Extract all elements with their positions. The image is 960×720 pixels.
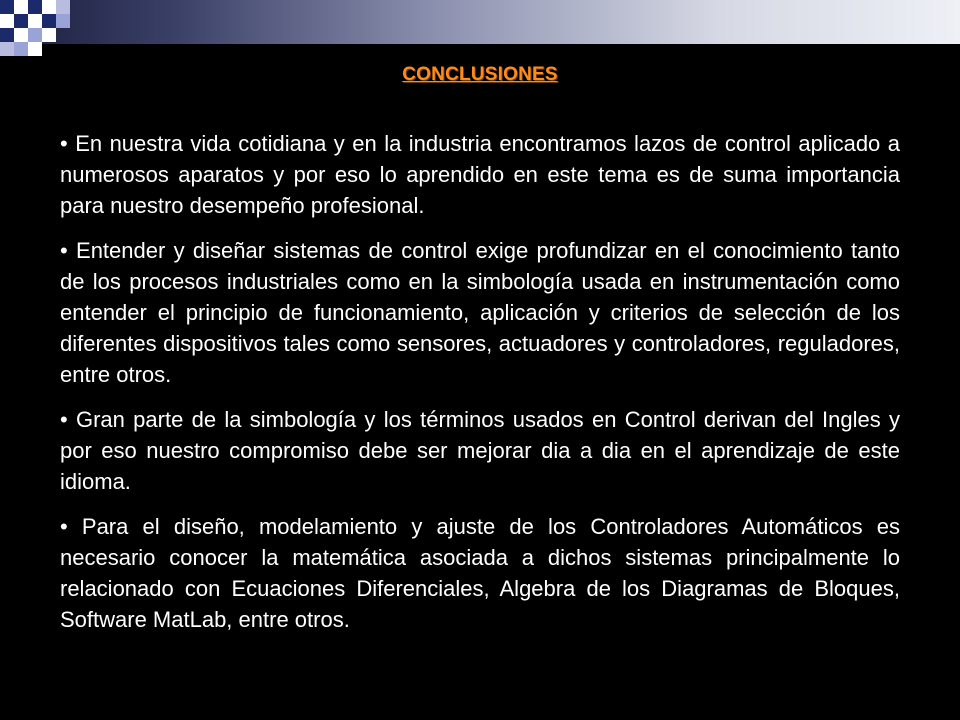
conclusion-text: Entender y diseñar sistemas de control exige profundizar en el conocimiento tanto de los procesos industriales como en la simbología usada en instrumentación como entender el principio de funcionamiento, aplicación y criterios de selección de los diferentes dispositivos tales como sensores, actuadores y controladores, reguladores, entre otros. — [60, 238, 900, 387]
conclusion-item — [60, 511, 900, 635]
slide-title: CONCLUSIONES — [402, 64, 558, 85]
conclusions-list — [60, 128, 900, 649]
bullet-icon: • — [60, 407, 68, 432]
header-gradient-band — [0, 0, 960, 44]
conclusion-text: Para el diseño, modelamiento y ajuste de los Controladores Automáticos es necesario conocer la matemática asociada a dichos sistemas principalmente lo relacionado con Ecuaciones Diferenciales, Algebra de los Diagramas de Bloques, Software MatLab, entre otros. — [60, 514, 900, 632]
conclusion-item — [60, 404, 900, 497]
conclusion-item — [60, 128, 900, 221]
conclusion-text: Gran parte de la simbología y los términos usados en Control derivan del Ingles y por eso nuestro compromiso debe ser mejorar dia a dia en el aprendizaje de este idioma. — [60, 407, 900, 494]
conclusion-text: En nuestra vida cotidiana y en la industria encontramos lazos de control aplicado a numerosos aparatos y por eso lo aprendido en este tema es de suma importancia para nuestro desempeño profesional. — [60, 131, 900, 218]
bullet-icon: • — [60, 131, 68, 156]
bullet-icon: • — [60, 514, 68, 539]
conclusion-item — [60, 235, 900, 390]
bullet-icon: • — [60, 238, 68, 263]
